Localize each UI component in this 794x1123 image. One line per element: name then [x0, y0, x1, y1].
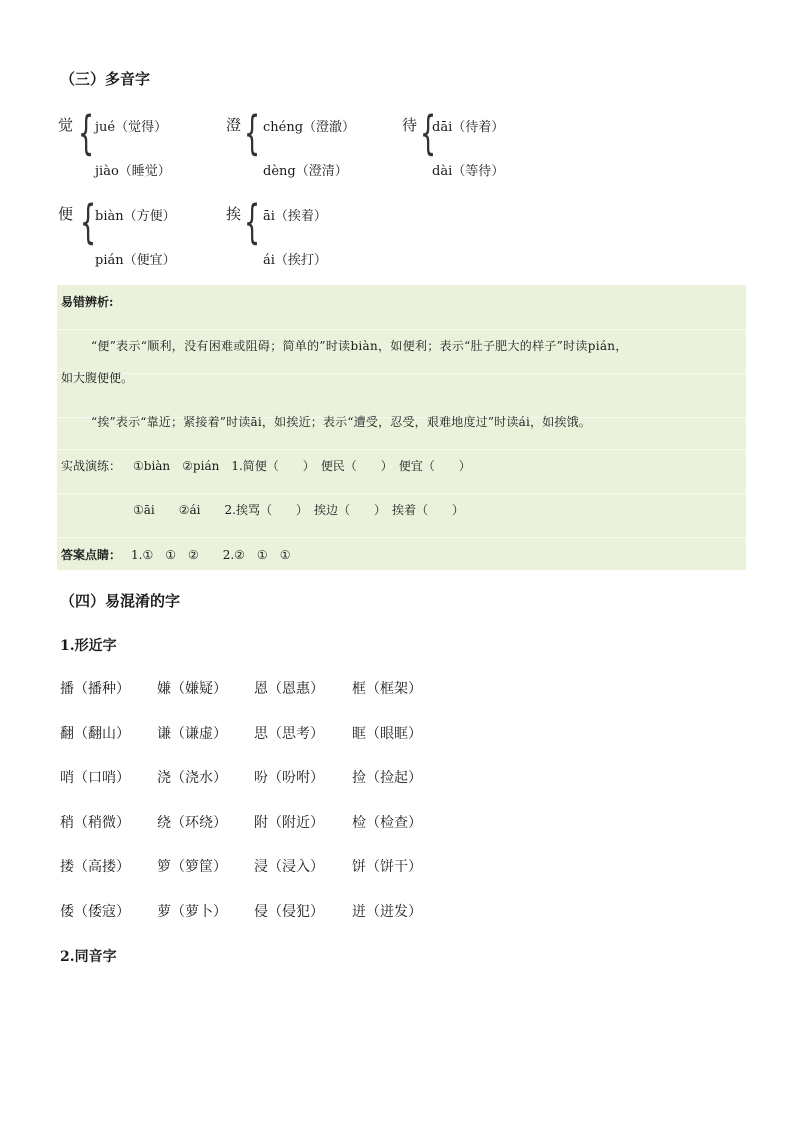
table-cell: 搂（高搂） — [60, 859, 130, 875]
brace-icon: { — [78, 106, 95, 160]
table-cell: 浸（浸入） — [254, 859, 324, 875]
brace-icon: { — [244, 106, 261, 160]
table-cell: 浇（浇水） — [157, 770, 227, 786]
table-cell: 稍（稍微） — [60, 815, 130, 831]
table-cell: 萝（萝卜） — [157, 904, 227, 920]
analysis-title: 易错辨析: — [61, 295, 114, 309]
subsection-homophones: 2.同音字 — [60, 949, 117, 965]
table-cell: 倭（倭寇） — [60, 904, 130, 920]
table-cell: 思（思考） — [254, 726, 324, 742]
reading-1: dāi（待着） — [432, 120, 505, 135]
section-3-title: （三）多音字 — [60, 70, 151, 88]
table-cell: 哨（口哨） — [60, 770, 130, 786]
row-divider — [57, 537, 746, 538]
polyphone-group-1 — [58, 106, 218, 182]
reading-2: pián（便宜） — [95, 253, 176, 268]
analysis-paragraph-1-cont: 如大腹便便。 — [61, 371, 134, 385]
polyphone-char: 觉 — [58, 116, 74, 134]
subsection-similar-chars: 1.形近字 — [60, 638, 117, 654]
section-4-title: （四）易混淆的字 — [60, 592, 181, 610]
row-divider — [57, 329, 746, 330]
table-cell: 恩（恩惠） — [254, 681, 324, 697]
brace-icon: { — [244, 195, 261, 249]
table-cell: 播（播种） — [60, 681, 130, 697]
table-cell: 嫌（嫌疑） — [157, 681, 227, 697]
reading-1: jué（觉得） — [95, 120, 168, 135]
brace-icon: { — [80, 195, 97, 249]
table-cell: 框（框架） — [352, 681, 422, 697]
brace-icon: { — [420, 106, 437, 160]
polyphone-char: 待 — [402, 116, 418, 134]
table-cell: 吩（吩咐） — [254, 770, 324, 786]
polyphone-group-3 — [402, 106, 562, 182]
polyphone-group-5 — [226, 195, 386, 271]
practice-label: 实战演练： — [61, 459, 122, 473]
table-cell: 附（附近） — [254, 815, 324, 831]
table-cell: 翻（翻山） — [60, 726, 130, 742]
reading-1: biàn（方便） — [95, 209, 176, 224]
table-cell: 绕（环绕） — [157, 815, 227, 831]
practice-line-1: ①biàn ②pián 1.简便（ ） 便民（ ） 便宜（ ） — [133, 459, 471, 473]
reading-2: dèng（澄清） — [263, 164, 348, 179]
polyphone-group-2 — [226, 106, 386, 182]
row-divider — [57, 493, 746, 494]
row-divider — [57, 373, 746, 374]
reading-2: dài（等待） — [432, 164, 505, 179]
table-cell: 饼（饼干） — [352, 859, 422, 875]
table-cell: 谦（谦虚） — [157, 726, 227, 742]
polyphone-char: 澄 — [226, 116, 242, 134]
reading-2: jiào（睡觉） — [95, 164, 171, 179]
analysis-paragraph-1: “便”表示“顺利，没有困难或阻碍；简单的”时读biàn，如便利；表示“肚子肥大的样子”时读pián， — [91, 339, 628, 353]
table-cell: 捡（捡起） — [352, 770, 422, 786]
practice-line-2: ①āi ②ái 2.挨骂（ ） 挨边（ ） 挨着（ ） — [133, 503, 464, 517]
answer-label: 答案点睛： — [61, 548, 122, 562]
reading-1: āi（挨着） — [263, 209, 327, 224]
answer-text: 1.① ① ② 2.② ① ① — [131, 548, 291, 562]
polyphone-group-4 — [58, 195, 218, 271]
table-cell: 迸（迸发） — [352, 904, 422, 920]
row-divider — [57, 449, 746, 450]
reading-2: ái（挨打） — [263, 253, 327, 268]
analysis-box — [57, 285, 746, 570]
analysis-paragraph-2: “挨”表示“靠近；紧接着”时读āi，如挨近；表示“遭受，忍受，艰难地度过”时读ái，如挨饿。 — [91, 415, 591, 429]
table-cell: 眶（眼眶） — [352, 726, 422, 742]
polyphone-char: 挨 — [226, 205, 242, 223]
table-cell: 箩（箩筐） — [157, 859, 227, 875]
polyphone-char: 便 — [58, 205, 74, 223]
table-cell: 侵（侵犯） — [254, 904, 324, 920]
table-cell: 检（检查） — [352, 815, 422, 831]
reading-1: chéng（澄澈） — [263, 120, 356, 135]
